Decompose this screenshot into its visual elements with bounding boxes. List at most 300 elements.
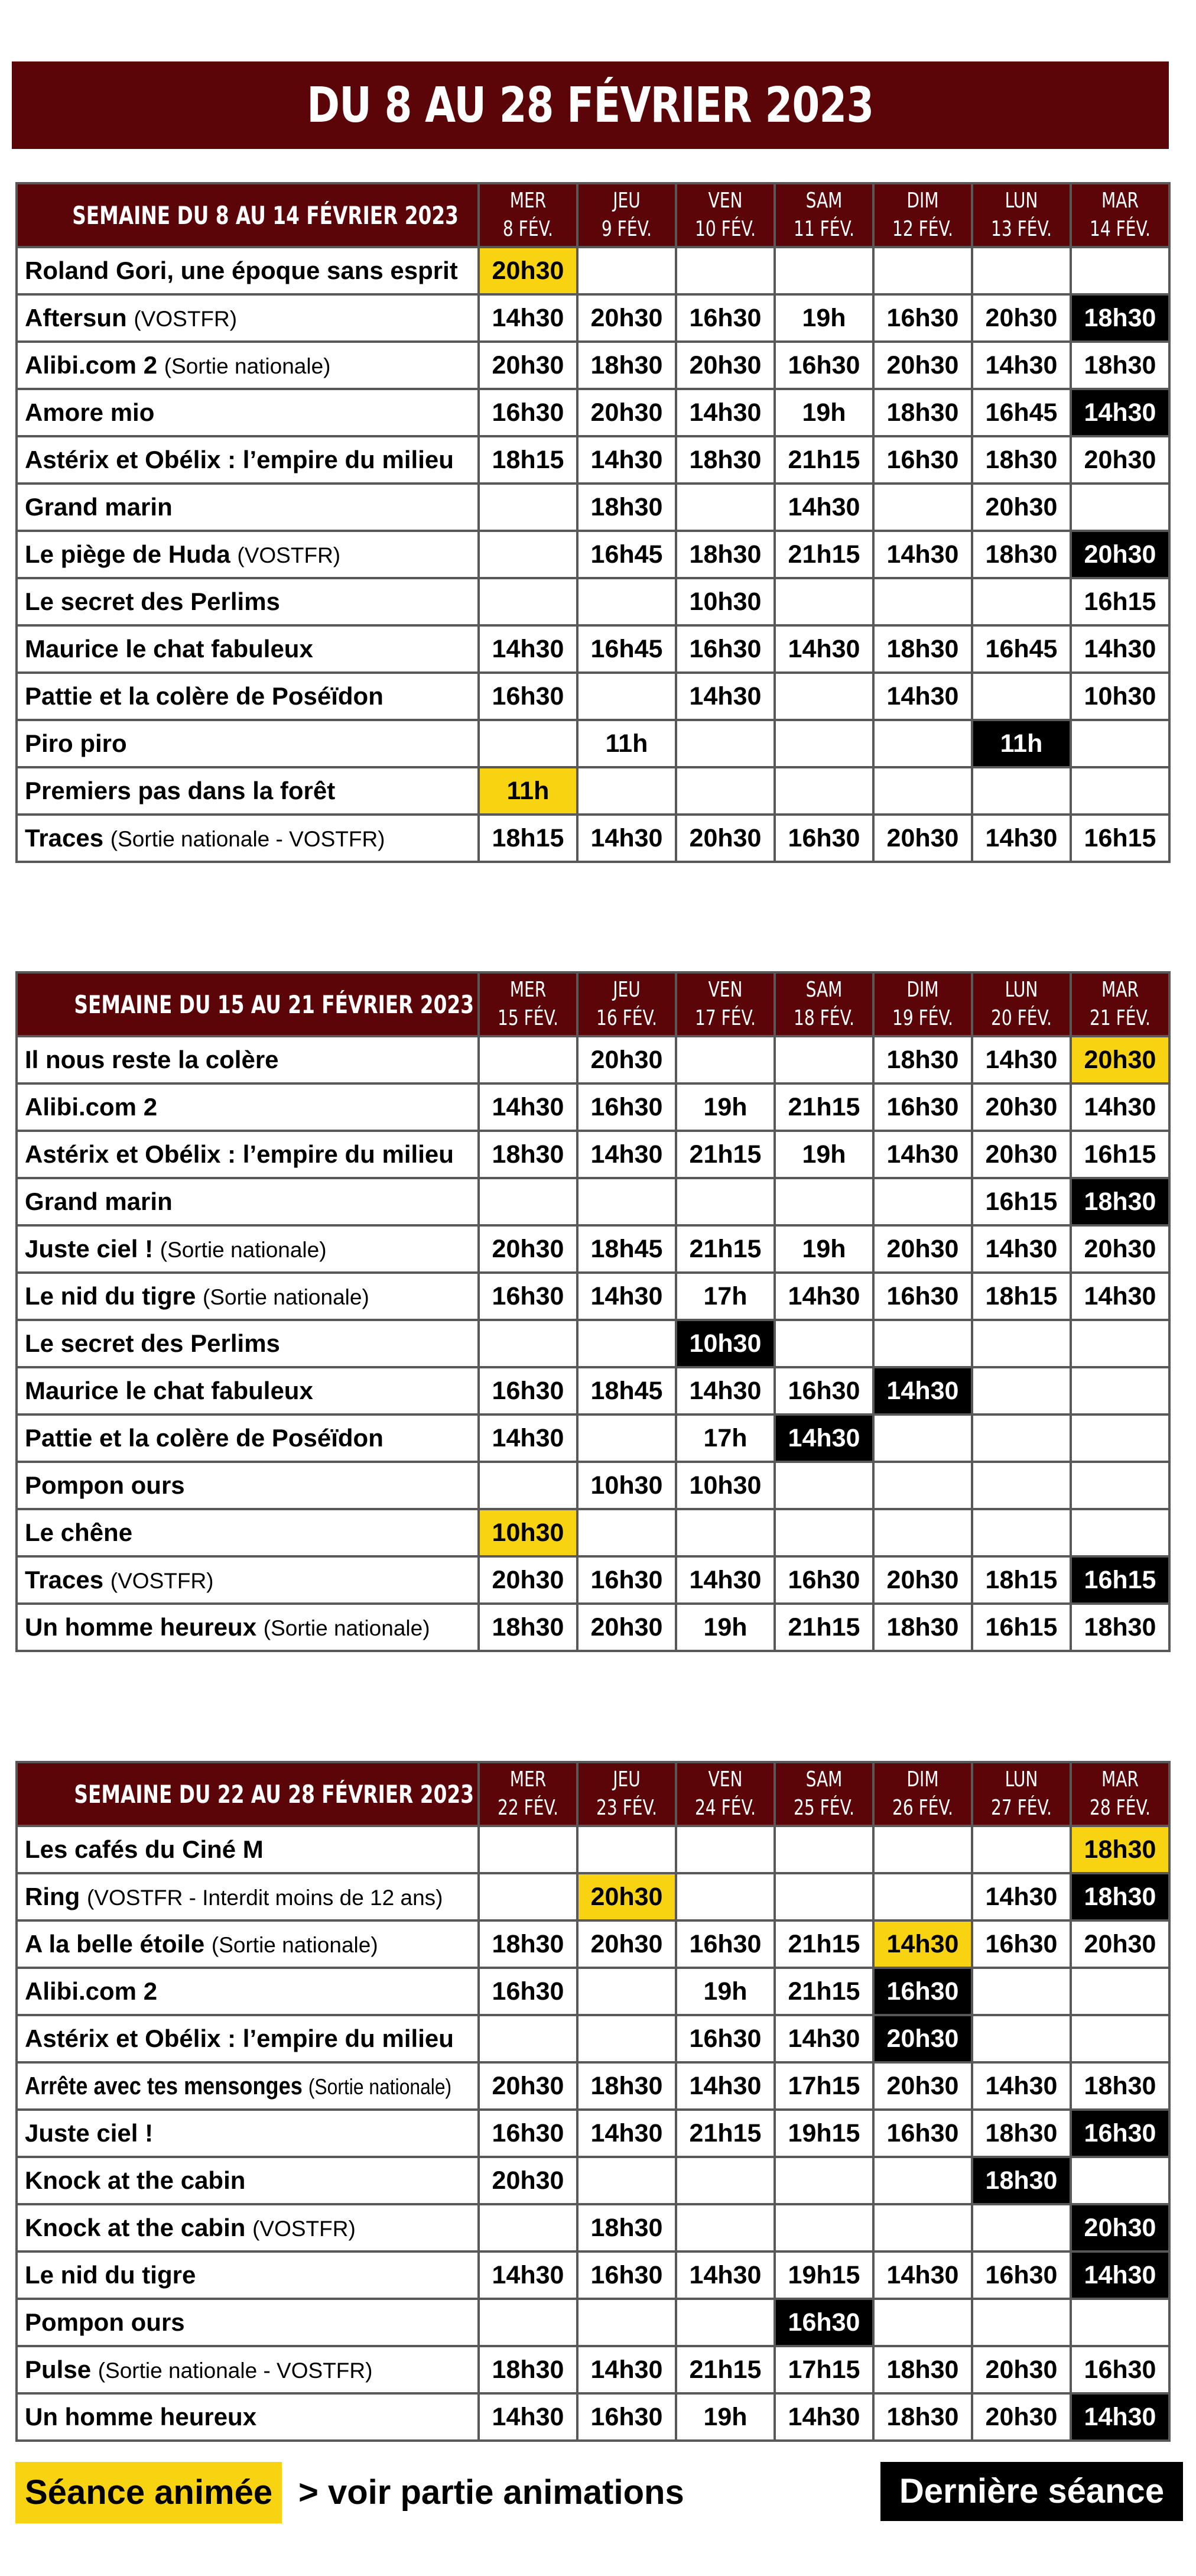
- showtime-cell: [479, 720, 577, 767]
- showtime-cell: [479, 578, 577, 625]
- showtime-cell: 20h30: [577, 1873, 676, 1920]
- showtime-cell: 14h30: [1071, 1083, 1169, 1131]
- showtime-cell: 16h30: [873, 1968, 972, 2015]
- showtime-cell: [775, 1873, 873, 1920]
- showtime-cell: 14h30: [873, 531, 972, 578]
- showtime-cell: [972, 2015, 1071, 2062]
- showtime-cell: 16h30: [775, 815, 873, 862]
- table-row: [17, 436, 1169, 484]
- showtime-cell: 16h30: [775, 1367, 873, 1414]
- film-cell: [17, 294, 479, 342]
- showtime-cell: 19h: [775, 294, 873, 342]
- showtime-cell: 18h15: [479, 815, 577, 862]
- film-title: Le chêne: [25, 1519, 133, 1546]
- day-date: 27 FÉV.: [990, 1796, 1052, 1820]
- showtime-cell: [873, 484, 972, 531]
- showtime-cell: [479, 1178, 577, 1225]
- showtime-cell: 11h: [479, 767, 577, 815]
- showtime-cell: 20h30: [479, 247, 577, 294]
- film-note: (VOSTFR): [134, 307, 238, 331]
- showtime-cell: 20h30: [873, 1556, 972, 1604]
- day-header: [676, 183, 775, 247]
- showtime-cell: 14h30: [479, 2251, 577, 2299]
- film-title: Grand marin: [25, 493, 173, 521]
- showtime-cell: 14h30: [775, 625, 873, 673]
- showtime-cell: 18h30: [577, 2204, 676, 2251]
- film-title: Knock at the cabin: [25, 2214, 246, 2241]
- film-cell: [17, 2299, 479, 2346]
- film-title: Pattie et la colère de Poséïdon: [25, 682, 384, 710]
- showtime-cell: [972, 1320, 1071, 1367]
- showtime-cell: [577, 1826, 676, 1873]
- day-header: [873, 183, 972, 247]
- table-row: [17, 1462, 1169, 1509]
- day-header: [479, 972, 577, 1036]
- film-title: Juste ciel !: [25, 2119, 154, 2147]
- film-cell: [17, 1462, 479, 1509]
- showtime-cell: [479, 1320, 577, 1367]
- showtime-cell: [479, 1873, 577, 1920]
- showtime-cell: [775, 1036, 873, 1083]
- showtime-cell: 16h30: [873, 294, 972, 342]
- week-table: [15, 1761, 1171, 2442]
- day-header: [1071, 1762, 1169, 1826]
- film-title: Alibi.com 2: [25, 1093, 158, 1121]
- showtime-cell: 18h30: [577, 342, 676, 389]
- day-date: 14 FÉV.: [1089, 217, 1151, 241]
- showtime-cell: 16h30: [577, 2251, 676, 2299]
- showtime-cell: [479, 2204, 577, 2251]
- showtime-cell: [479, 1462, 577, 1509]
- showtime-cell: 21h15: [775, 531, 873, 578]
- film-cell: [17, 625, 479, 673]
- table-row: [17, 1131, 1169, 1178]
- showtime-cell: [676, 1178, 775, 1225]
- showtime-cell: [577, 673, 676, 720]
- showtime-cell: 20h30: [577, 1604, 676, 1651]
- showtime-cell: 16h15: [1071, 1556, 1169, 1604]
- showtime-cell: [676, 720, 775, 767]
- day-name: VEN: [708, 978, 743, 1002]
- showtime-cell: 14h30: [873, 1920, 972, 1968]
- film-note: (Sortie nationale): [203, 1285, 369, 1309]
- showtime-cell: 16h30: [972, 1920, 1071, 1968]
- showtime-cell: 16h30: [775, 342, 873, 389]
- week-title-text: SEMAINE DU 8 AU 14 FÉVRIER 2023: [72, 200, 459, 230]
- film-title: Un homme heureux: [25, 1613, 257, 1641]
- showtime-cell: [972, 1826, 1071, 1873]
- showtime-cell: [479, 2015, 577, 2062]
- showtime-cell: 14h30: [676, 673, 775, 720]
- table-row: [17, 2157, 1169, 2204]
- day-date: 12 FÉV.: [892, 217, 954, 241]
- day-name: DIM: [906, 978, 939, 1002]
- showtime-cell: [1071, 2015, 1169, 2062]
- showtime-cell: 20h30: [676, 815, 775, 862]
- day-name: JEU: [613, 978, 641, 1002]
- film-note: (Sortie nationale): [308, 2075, 452, 2099]
- showtime-cell: 18h30: [676, 436, 775, 484]
- day-date: 28 FÉV.: [1089, 1796, 1151, 1820]
- film-cell: [17, 1225, 479, 1273]
- showtime-cell: 16h30: [479, 2110, 577, 2157]
- day-name: MER: [509, 978, 547, 1002]
- day-name: SAM: [805, 1767, 843, 1792]
- showtime-cell: [775, 1509, 873, 1556]
- film-cell: [17, 578, 479, 625]
- showtime-cell: 14h30: [479, 2393, 577, 2441]
- showtime-cell: 14h30: [775, 1273, 873, 1320]
- showtime-cell: 11h: [577, 720, 676, 767]
- showtime-cell: 16h30: [972, 2251, 1071, 2299]
- day-name: DIM: [906, 1767, 939, 1792]
- table-row: [17, 1273, 1169, 1320]
- showtime-cell: 20h30: [1071, 1036, 1169, 1083]
- showtime-cell: 16h30: [479, 1367, 577, 1414]
- film-title: Traces: [25, 1566, 104, 1594]
- showtime-cell: 17h15: [775, 2062, 873, 2110]
- film-cell: [17, 1414, 479, 1462]
- showtime-cell: 18h30: [1071, 1604, 1169, 1651]
- showtime-cell: 14h30: [972, 342, 1071, 389]
- showtime-cell: 20h30: [972, 1131, 1071, 1178]
- showtime-cell: 18h30: [873, 2346, 972, 2393]
- showtime-cell: 18h30: [577, 2062, 676, 2110]
- showtime-cell: [676, 1826, 775, 1873]
- day-header: [972, 1762, 1071, 1826]
- showtime-cell: [775, 1178, 873, 1225]
- day-header: [479, 1762, 577, 1826]
- showtime-cell: 14h30: [972, 1225, 1071, 1273]
- showtime-cell: 14h30: [479, 625, 577, 673]
- showtime-cell: 20h30: [479, 1225, 577, 1273]
- showtime-cell: 14h30: [873, 1131, 972, 1178]
- showtime-cell: 10h30: [676, 1320, 775, 1367]
- showtime-cell: [972, 767, 1071, 815]
- showtime-cell: [972, 2299, 1071, 2346]
- film-note: (Sortie nationale): [164, 354, 331, 378]
- film-note: (Sortie nationale - VOSTFR): [98, 2358, 373, 2383]
- showtime-cell: [1071, 767, 1169, 815]
- table-row: [17, 2299, 1169, 2346]
- day-name: DIM: [906, 189, 939, 213]
- showtime-cell: 19h: [775, 389, 873, 436]
- showtime-cell: [1071, 720, 1169, 767]
- showtime-cell: [1071, 2157, 1169, 2204]
- showtime-cell: 21h15: [775, 1083, 873, 1131]
- showtime-cell: [775, 2204, 873, 2251]
- film-title: Astérix et Obélix : l’empire du milieu: [25, 1140, 454, 1168]
- film-cell: [17, 1178, 479, 1225]
- showtime-cell: [676, 1873, 775, 1920]
- showtime-cell: 16h30: [577, 2393, 676, 2441]
- showtime-cell: 18h30: [873, 1604, 972, 1651]
- film-cell: [17, 342, 479, 389]
- showtime-cell: 18h15: [972, 1273, 1071, 1320]
- showtime-cell: 16h30: [873, 2110, 972, 2157]
- showtime-cell: 21h15: [775, 1604, 873, 1651]
- film-cell: [17, 1920, 479, 1968]
- showtime-cell: 16h30: [479, 1273, 577, 1320]
- day-header: [1071, 972, 1169, 1036]
- film-title: Premiers pas dans la forêt: [25, 777, 336, 804]
- week-title: [17, 1762, 479, 1826]
- showtime-cell: 20h30: [972, 294, 1071, 342]
- showtime-cell: 20h30: [479, 2157, 577, 2204]
- showtime-cell: 18h30: [972, 436, 1071, 484]
- showtime-cell: [1071, 2299, 1169, 2346]
- table-row: [17, 578, 1169, 625]
- film-title: Il nous reste la colère: [25, 1046, 279, 1073]
- showtime-cell: [775, 720, 873, 767]
- film-cell: [17, 247, 479, 294]
- showtime-cell: [676, 2157, 775, 2204]
- showtime-cell: 14h30: [1071, 389, 1169, 436]
- showtime-cell: 20h30: [1071, 1225, 1169, 1273]
- film-cell: [17, 1273, 479, 1320]
- showtime-cell: 17h: [676, 1414, 775, 1462]
- showtime-cell: 10h30: [479, 1509, 577, 1556]
- showtime-cell: 16h45: [577, 625, 676, 673]
- film-title: Piro piro: [25, 729, 127, 757]
- showtime-cell: [972, 1414, 1071, 1462]
- film-cell: [17, 1604, 479, 1651]
- showtime-cell: 21h15: [676, 1131, 775, 1178]
- film-title: Grand marin: [25, 1188, 173, 1215]
- table-row: [17, 1968, 1169, 2015]
- showtime-cell: 16h30: [676, 625, 775, 673]
- day-date: 19 FÉV.: [892, 1006, 954, 1030]
- table-row: [17, 1036, 1169, 1083]
- showtime-cell: [873, 1320, 972, 1367]
- film-cell: [17, 2157, 479, 2204]
- showtime-cell: 20h30: [479, 2062, 577, 2110]
- showtime-cell: 20h30: [972, 1083, 1071, 1131]
- film-cell: [17, 436, 479, 484]
- film-cell: [17, 720, 479, 767]
- showtime-cell: 18h30: [972, 2110, 1071, 2157]
- table-row: [17, 1873, 1169, 1920]
- page-banner: [12, 61, 1169, 149]
- table-row: [17, 2204, 1169, 2251]
- showtime-cell: [1071, 1414, 1169, 1462]
- table-row: [17, 1367, 1169, 1414]
- showtime-cell: 14h30: [479, 1083, 577, 1131]
- film-cell: [17, 1083, 479, 1131]
- film-cell: [17, 1509, 479, 1556]
- day-header: [479, 183, 577, 247]
- showtime-cell: [972, 1968, 1071, 2015]
- film-title: Juste ciel !: [25, 1235, 154, 1263]
- table-row: [17, 815, 1169, 862]
- showtime-cell: 14h30: [577, 436, 676, 484]
- showtime-cell: 18h30: [1071, 1873, 1169, 1920]
- showtime-cell: 18h30: [873, 1036, 972, 1083]
- showtime-cell: 16h30: [873, 436, 972, 484]
- film-title: Pattie et la colère de Poséïdon: [25, 1424, 384, 1452]
- showtime-cell: [972, 673, 1071, 720]
- table-row: [17, 2251, 1169, 2299]
- film-title: Alibi.com 2: [25, 351, 158, 379]
- legend-animated-text: > voir partie animations: [298, 2473, 684, 2512]
- legend-last-session: Dernière séance: [880, 2462, 1183, 2521]
- showtime-cell: [873, 1873, 972, 1920]
- film-note: (VOSTFR): [252, 2217, 356, 2241]
- showtime-cell: 14h30: [972, 1873, 1071, 1920]
- showtime-cell: 19h: [676, 1604, 775, 1651]
- table-row: [17, 2015, 1169, 2062]
- table-row: [17, 1509, 1169, 1556]
- showtime-cell: 14h30: [775, 2015, 873, 2062]
- table-row: [17, 531, 1169, 578]
- showtime-cell: 14h30: [775, 2393, 873, 2441]
- showtime-cell: [676, 767, 775, 815]
- showtime-cell: 16h30: [873, 1083, 972, 1131]
- table-row: [17, 1225, 1169, 1273]
- showtime-cell: 14h30: [1071, 1273, 1169, 1320]
- showtime-cell: 18h30: [873, 2393, 972, 2441]
- showtime-cell: [775, 767, 873, 815]
- showtime-cell: 20h30: [676, 342, 775, 389]
- showtime-cell: [775, 2157, 873, 2204]
- showtime-cell: [873, 2299, 972, 2346]
- showtime-cell: [676, 2299, 775, 2346]
- showtime-cell: 16h30: [676, 2015, 775, 2062]
- film-cell: [17, 2346, 479, 2393]
- showtime-cell: 19h: [676, 2393, 775, 2441]
- day-date: 23 FÉV.: [596, 1796, 658, 1820]
- film-title: Le secret des Perlims: [25, 1329, 280, 1357]
- showtime-cell: 14h30: [676, 2062, 775, 2110]
- showtime-cell: [972, 578, 1071, 625]
- day-header: [577, 183, 676, 247]
- film-note: (Sortie nationale): [263, 1616, 430, 1640]
- showtime-cell: 10h30: [1071, 673, 1169, 720]
- showtime-cell: 20h30: [1071, 531, 1169, 578]
- day-name: MAR: [1101, 978, 1139, 1002]
- film-cell: [17, 673, 479, 720]
- film-cell: [17, 389, 479, 436]
- showtime-cell: 18h30: [972, 2157, 1071, 2204]
- showtime-cell: [873, 767, 972, 815]
- showtime-cell: [1071, 1462, 1169, 1509]
- showtime-cell: [775, 673, 873, 720]
- showtime-cell: 18h30: [479, 1920, 577, 1968]
- showtime-cell: 18h30: [676, 531, 775, 578]
- showtime-cell: [577, 1968, 676, 2015]
- week-title-text: SEMAINE DU 22 AU 28 FÉVRIER 2023: [74, 1779, 474, 1809]
- film-note: (VOSTFR - Interdit moins de 12 ans): [86, 1886, 443, 1910]
- film-title: Maurice le chat fabuleux: [25, 635, 313, 663]
- film-cell: [17, 1556, 479, 1604]
- showtime-cell: [479, 531, 577, 578]
- table-row: [17, 720, 1169, 767]
- showtime-cell: 14h30: [479, 294, 577, 342]
- showtime-cell: [873, 720, 972, 767]
- showtime-cell: 16h30: [676, 1920, 775, 1968]
- showtime-cell: 18h30: [972, 531, 1071, 578]
- table-row: [17, 1320, 1169, 1367]
- showtime-cell: 18h30: [1071, 1178, 1169, 1225]
- showtime-cell: 14h30: [577, 815, 676, 862]
- film-cell: [17, 2204, 479, 2251]
- showtime-cell: [577, 578, 676, 625]
- day-header: [577, 1762, 676, 1826]
- film-title: Ring: [25, 1883, 80, 1910]
- showtime-cell: [1071, 1367, 1169, 1414]
- table-row: [17, 1178, 1169, 1225]
- showtime-cell: 16h45: [972, 389, 1071, 436]
- showtime-cell: 16h15: [1071, 578, 1169, 625]
- day-name: VEN: [708, 1767, 743, 1792]
- showtime-cell: [1071, 1320, 1169, 1367]
- showtime-cell: [873, 247, 972, 294]
- showtime-cell: [676, 1509, 775, 1556]
- day-date: 25 FÉV.: [793, 1796, 855, 1820]
- table-row: [17, 389, 1169, 436]
- showtime-cell: 14h30: [1071, 625, 1169, 673]
- showtime-cell: [676, 247, 775, 294]
- day-header: [775, 183, 873, 247]
- day-date: 24 FÉV.: [694, 1796, 756, 1820]
- film-title: A la belle étoile: [25, 1930, 205, 1958]
- showtime-cell: 16h15: [972, 1178, 1071, 1225]
- day-header: [676, 1762, 775, 1826]
- table-row: [17, 1556, 1169, 1604]
- day-name: LUN: [1005, 978, 1038, 1002]
- film-cell: [17, 2251, 479, 2299]
- showtime-cell: 20h30: [873, 2062, 972, 2110]
- film-note: (VOSTFR): [237, 543, 341, 567]
- showtime-cell: [873, 2204, 972, 2251]
- day-name: SAM: [805, 189, 843, 213]
- showtime-cell: 19h: [775, 1131, 873, 1178]
- table-row: [17, 342, 1169, 389]
- showtime-cell: 16h15: [972, 1604, 1071, 1651]
- day-name: SAM: [805, 978, 843, 1002]
- film-title: Traces: [25, 824, 104, 852]
- showtime-cell: [873, 1826, 972, 1873]
- film-cell: [17, 2062, 479, 2110]
- table-row: [17, 484, 1169, 531]
- showtime-cell: 10h30: [676, 1462, 775, 1509]
- table-row: [17, 2110, 1169, 2157]
- showtime-cell: 21h15: [676, 1225, 775, 1273]
- day-header: [676, 972, 775, 1036]
- showtime-cell: 16h30: [1071, 2110, 1169, 2157]
- day-name: LUN: [1005, 189, 1038, 213]
- showtime-cell: 18h15: [479, 436, 577, 484]
- showtime-cell: [775, 1320, 873, 1367]
- showtime-cell: [1071, 247, 1169, 294]
- day-date: 26 FÉV.: [892, 1796, 954, 1820]
- film-title: Aftersun: [25, 304, 127, 332]
- showtime-cell: 16h30: [479, 1968, 577, 2015]
- banner-title: DU 8 AU 28 FÉVRIER 2023: [307, 77, 874, 134]
- day-date: 20 FÉV.: [990, 1006, 1052, 1030]
- showtime-cell: 21h15: [676, 2346, 775, 2393]
- showtime-cell: 10h30: [676, 578, 775, 625]
- day-date: 13 FÉV.: [990, 217, 1052, 241]
- film-title: Astérix et Obélix : l’empire du milieu: [25, 2025, 454, 2052]
- showtime-cell: 19h: [676, 1083, 775, 1131]
- showtime-cell: 16h30: [676, 294, 775, 342]
- film-title: Le nid du tigre: [25, 2261, 196, 2289]
- day-name: VEN: [708, 189, 743, 213]
- showtime-cell: [676, 2204, 775, 2251]
- table-row: [17, 673, 1169, 720]
- showtime-cell: [1071, 484, 1169, 531]
